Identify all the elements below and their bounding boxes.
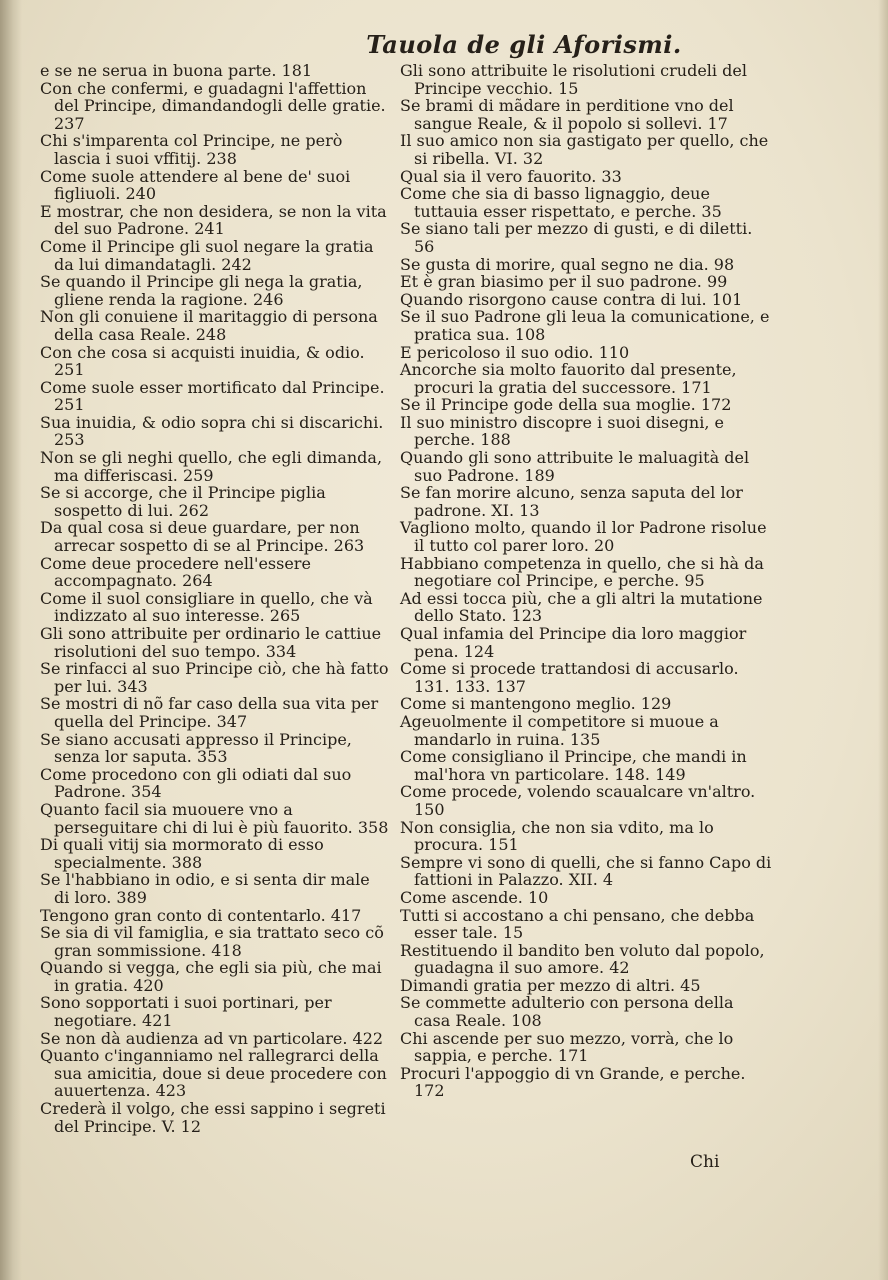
- index-entry: Come che sia di basso lignaggio, deue tuttauia esser rispettato, e perche. 35: [400, 184, 722, 221]
- index-entry: Se quando il Principe gli nega la gratia, gliene renda la ragione. 246: [40, 272, 363, 309]
- index-entry: Quanto facil sia muouere vno a perseguitare chi di lui è più fauorito. 358: [40, 799, 389, 837]
- index-entry: Come procedono con gli odiati dal suo Padrone. 354: [40, 764, 352, 802]
- index-entry: Quando risorgono cause contra di lui. 101: [400, 289, 743, 309]
- index-entry: Chi s'imparenta col Principe, ne però lascia i suoi vffitij. 238: [40, 131, 343, 168]
- index-entry: Gli sono attribuite le risolutioni crudeli del Principe vecchio. 15: [400, 61, 747, 98]
- index-entry: Qual infamia del Principe dia loro maggior pena. 124: [400, 624, 747, 661]
- index-entry: Qual sia il vero fauorito. 33: [400, 166, 622, 186]
- index-entry: Et è gran biasimo per il suo padrone. 99: [400, 272, 728, 292]
- index-entry: Come il suol consigliare in quello, che và indizzato al suo interesse. 265: [40, 588, 373, 626]
- index-entry: Il suo ministro discopre i suoi disegni, e perche. 188: [400, 412, 724, 450]
- index-entry: Se siano accusati appresso il Principe, senza lor saputa. 353: [40, 729, 352, 767]
- index-entry: Con che confermi, e guadagni l'affettion del Principe, dimandandogli delle gratie. 237: [40, 78, 386, 133]
- index-entry: Se non dà audienza ad vn particolare. 422: [40, 1028, 384, 1048]
- index-entry: Quanto c'inganniamo nel rallegrarci della sua amicitia, doue si deue procedere con auuertenza. 423: [40, 1046, 387, 1101]
- index-entry: Chi ascende per suo mezzo, vorrà, che lo sappia, e perche. 171: [400, 1028, 734, 1066]
- index-entry: Di quali vitij sia mormorato di esso specialmente. 388: [40, 835, 324, 872]
- index-entry: Se gusta di morire, qual segno ne dia. 98: [400, 254, 735, 274]
- index-entry: Se il suo Padrone gli leua la comunicatione, e pratica sua. 108: [400, 307, 770, 344]
- index-entry: Come suole attendere al bene de' suoi figliuoli. 240: [40, 166, 351, 204]
- index-entry: Quando gli sono attribuite le maluagità del suo Padrone. 189: [400, 448, 750, 485]
- index-entry: Come procede, volendo scaualcare vn'altro. 150: [400, 782, 756, 819]
- index-entry: Procuri l'appoggio di vn Grande, e perche. 172: [400, 1063, 746, 1101]
- index-entry: Il suo amico non sia gastigato per quello, che si ribella. VI. 32: [400, 131, 769, 168]
- index-entry: Se sia di vil famiglia, e sia trattato seco cõ gran sommissione. 418: [40, 923, 384, 960]
- index-entry: Vagliono molto, quando il lor Padrone risolue il tutto col parer loro. 20: [400, 518, 767, 556]
- index-entry: Ageuolmente il competitore si muoue a mandarlo in ruina. 135: [400, 711, 719, 749]
- index-entry: Non se gli neghi quello, che egli dimanda, ma differiscasi. 259: [40, 448, 383, 485]
- index-entry: Sempre vi sono di quelli, che si fanno Capo di fattioni in Palazzo. XII. 4: [400, 852, 772, 890]
- index-entry: Come suole esser mortificato dal Principe. 251: [40, 377, 385, 415]
- index-entry: Non gli conuiene il maritaggio di persona della casa Reale. 248: [40, 307, 378, 344]
- index-entry: Se il Principe gode della sua moglie. 172: [400, 395, 732, 415]
- index-entry: Se rinfacci al suo Principe ciò, che hà fatto per lui. 343: [40, 659, 389, 696]
- index-entry: Sono sopportati i suoi portinari, per negotiare. 421: [40, 993, 332, 1031]
- catchword: Chi: [690, 1152, 720, 1172]
- index-entry: Se brami di mãdare in perditione vno del sangue Reale, & il popolo si sollevi. 17: [400, 96, 734, 133]
- index-entry: Non consiglia, che non sia vdito, ma lo procura. 151: [400, 817, 714, 855]
- index-entry: E pericoloso il suo odio. 110: [400, 342, 630, 362]
- index-entry: E mostrar, che non desidera, se non la vita del suo Padrone. 241: [40, 201, 387, 239]
- right-column: [400, 62, 772, 1100]
- index-entry: Dimandi gratia per mezzo di altri. 45: [400, 975, 701, 995]
- index-entry: Habbiano competenza in quello, che si hà da negotiare col Principe, e perche. 95: [400, 553, 764, 591]
- index-entry: Sua inuidia, & odio sopra chi si discarichi. 253: [40, 412, 384, 450]
- index-entry: Restituendo il bandito ben voluto dal popolo, guadagna il suo amore. 42: [400, 940, 765, 978]
- index-entry: Ancorche sia molto fauorito dal presente, procuri la gratia del successore. 171: [400, 360, 737, 397]
- index-entry: Come deue procedere nell'essere accompagnato. 264: [40, 553, 311, 591]
- index-entry: Come il Principe gli suol negare la gratia da lui dimandatagli. 242: [40, 236, 374, 274]
- index-entry: Ad essi tocca più, che a gli altri la mutatione dello Stato. 123: [400, 588, 763, 626]
- index-entry: Come consigliano il Principe, che mandi in mal'hora vn particolare. 148. 149: [400, 747, 747, 784]
- index-entry: Se fan morire alcuno, senza saputa del lor padrone. XI. 13: [400, 483, 743, 520]
- index-entry: Come si procede trattandosi di accusarlo. 131. 133. 137: [400, 659, 739, 696]
- index-entry: Con che cosa si acquisti inuidia, & odio. 251: [40, 342, 365, 380]
- index-entry: Se mostri di nõ far caso della sua vita per quella del Principe. 347: [40, 694, 379, 731]
- index-entry: Se l'habbiano in odio, e si senta dir male di loro. 389: [40, 870, 370, 907]
- page-edge: [878, 0, 888, 1280]
- index-entry: Gli sono attribuite per ordinario le cattiue risolutioni del suo tempo. 334: [40, 624, 382, 661]
- index-entry: Come ascende. 10: [400, 887, 549, 907]
- index-entry: Se siano tali per mezzo di gusti, e di diletti. 56: [400, 219, 753, 256]
- index-entry: Se commette adulterio con persona della casa Reale. 108: [400, 993, 734, 1031]
- index-entry: Crederà il volgo, che essi sappino i segreti del Principe. V. 12: [40, 1099, 386, 1136]
- left-column: [40, 62, 390, 1135]
- index-entry: Quando si vegga, che egli sia più, che mai in gratia. 420: [40, 958, 382, 995]
- index-entry: Tutti si accostano a chi pensano, che debba esser tale. 15: [400, 905, 755, 943]
- index-entry: Se si accorge, che il Principe piglia sospetto di lui. 262: [40, 483, 326, 520]
- index-entry: Tengono gran conto di contentarlo. 417: [40, 905, 362, 925]
- index-entry: Da qual cosa si deue guardare, per non arrecar sospetto di se al Principe. 263: [40, 518, 365, 556]
- page-gutter-shadow: [0, 0, 22, 1280]
- index-entry: Come si mantengono meglio. 129: [400, 694, 672, 714]
- running-header: Tauola de gli Aforismi.: [366, 30, 682, 59]
- index-entry: e se ne serua in buona parte. 181: [40, 61, 313, 80]
